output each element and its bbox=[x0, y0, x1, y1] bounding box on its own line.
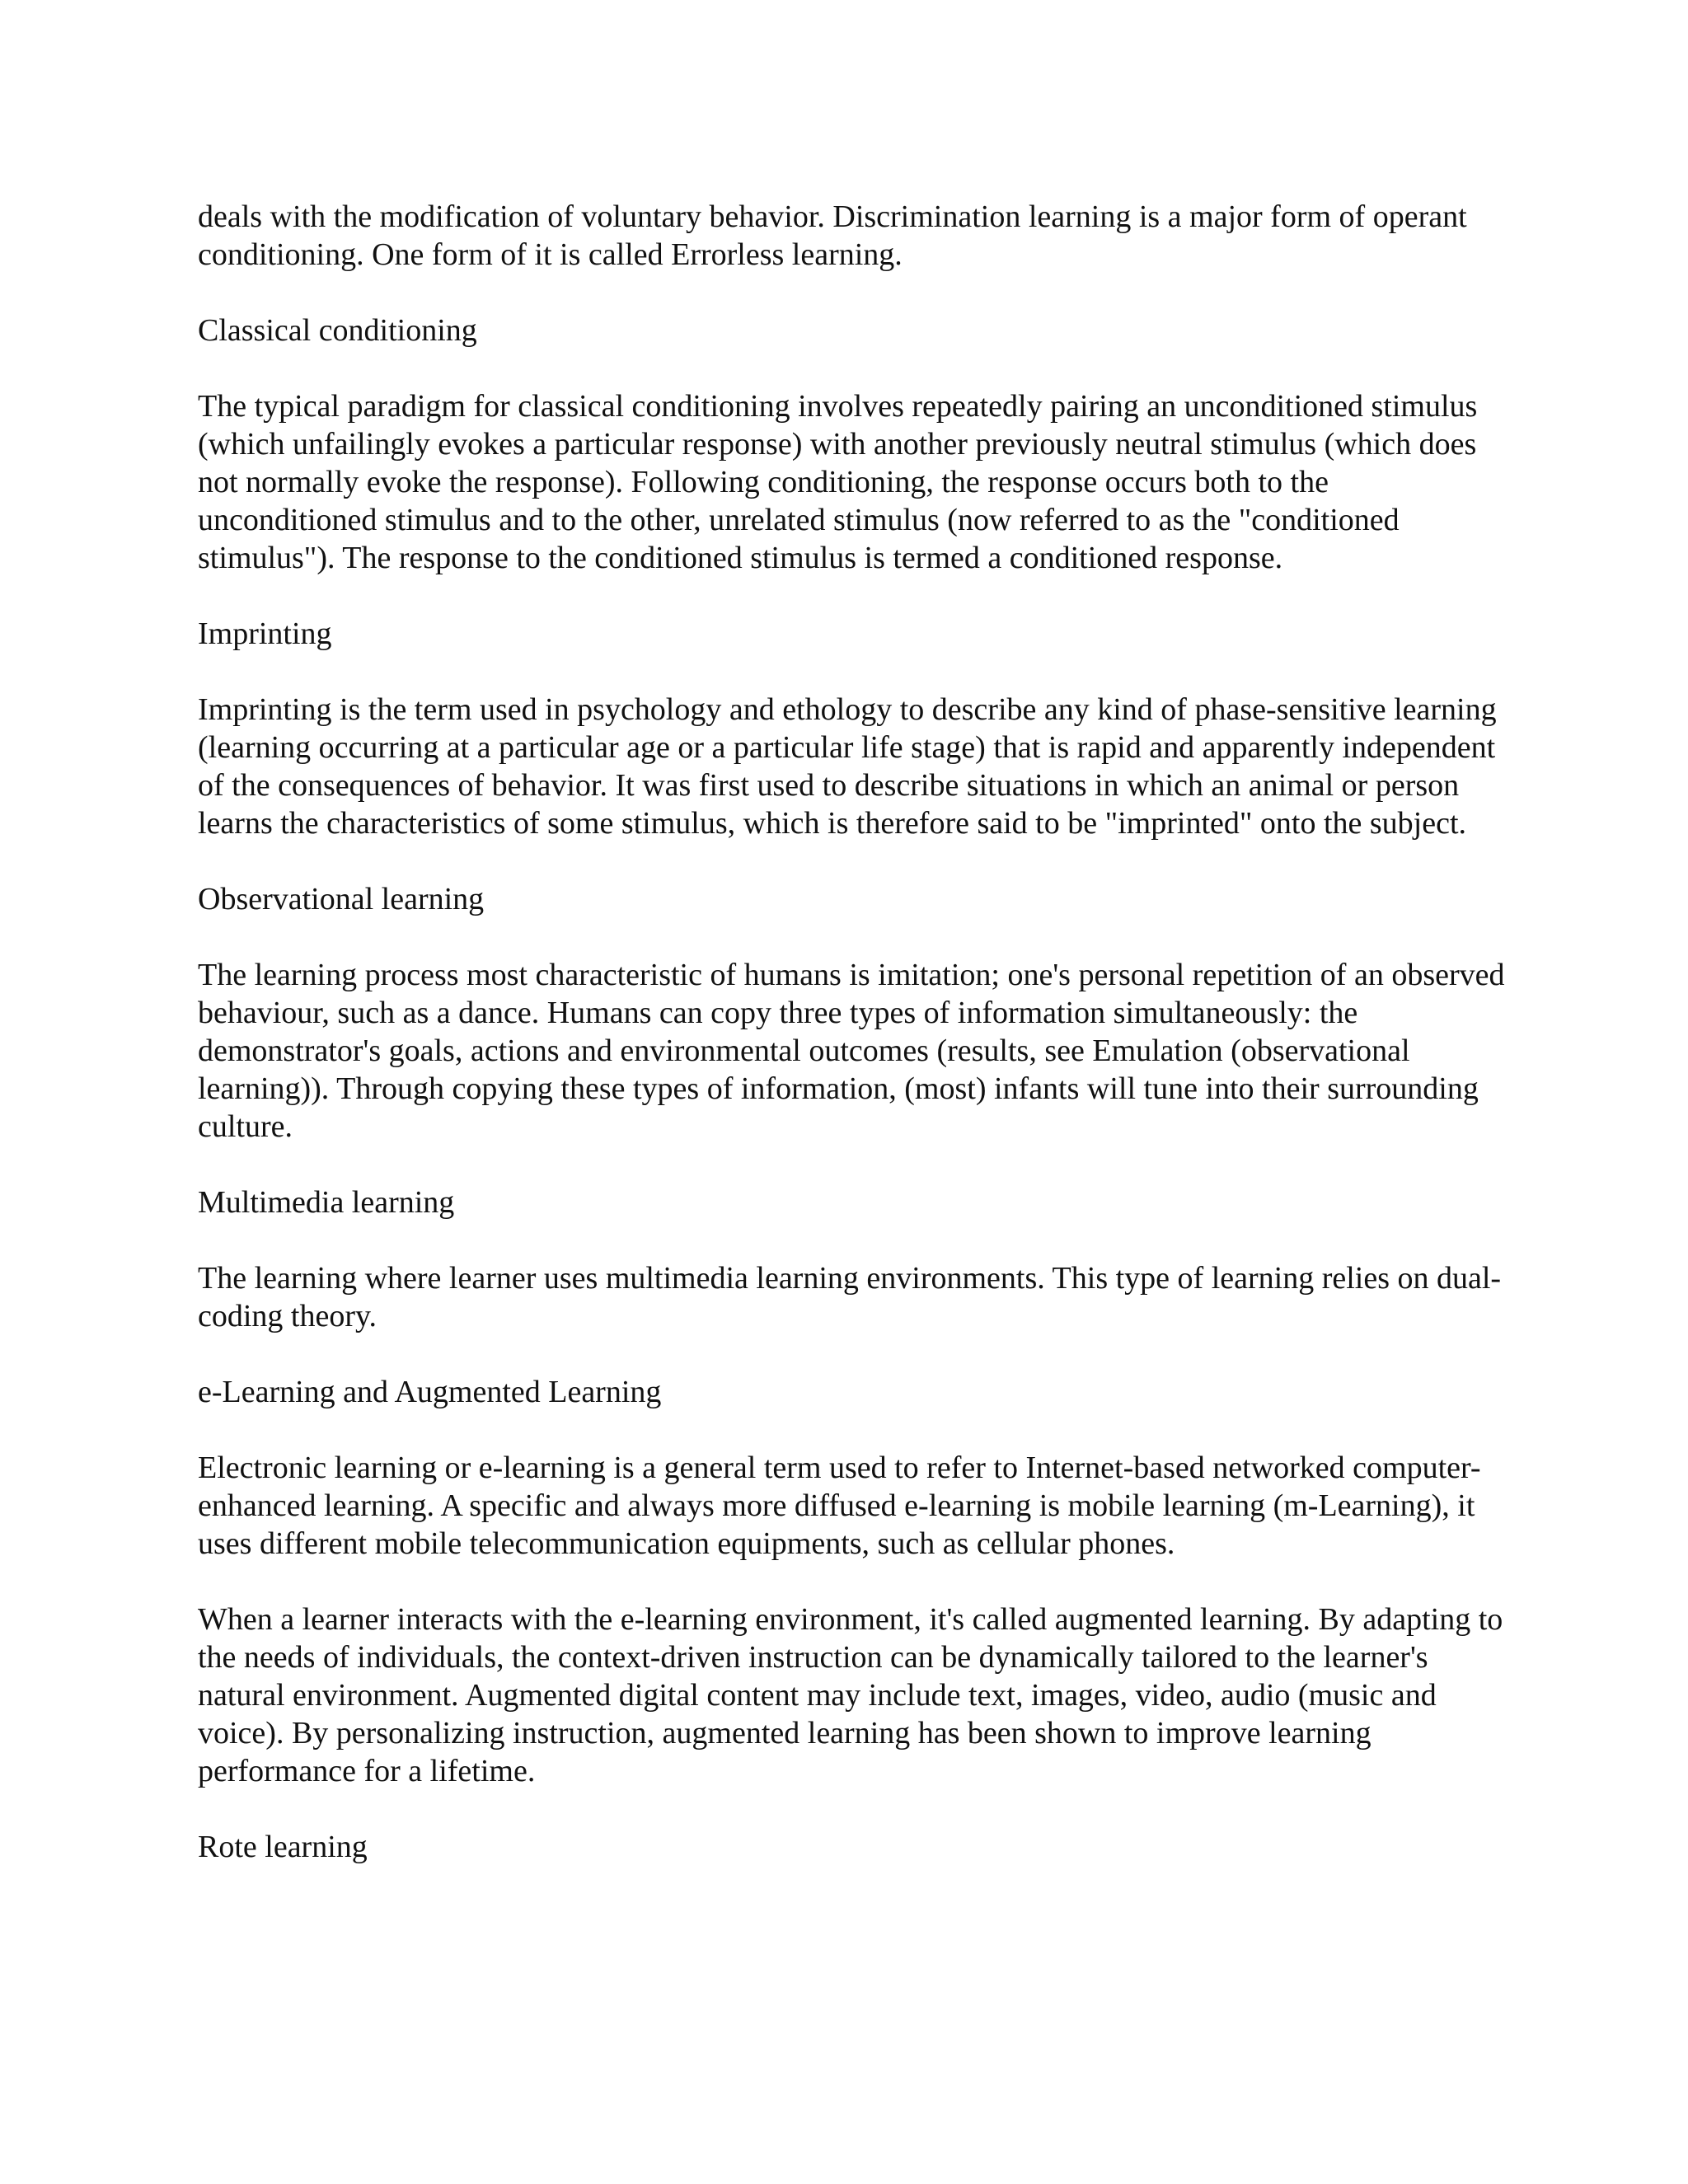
heading-multimedia-learning: Multimedia learning bbox=[198, 1185, 455, 1220]
paragraph-operant-conditioning: deals with the modification of voluntary behavior. Discrimination learning is a major form of operant conditioning. One form of it is called Errorless learning. bbox=[198, 199, 1467, 272]
heading-observational-learning: Observational learning bbox=[198, 882, 485, 916]
paragraph-classical-conditioning: The typical paradigm for classical conditioning involves repeatedly pairing an unconditioned stimulus (which unfailingly evokes a particular response) with another previously neutral stimulus (which does not normally evoke the response). Following conditioning, the response occurs both to the unconditioned stimulus and to the other, unrelated stimulus (now referred to as the "conditioned stimulus"). The response to the conditioned stimulus is termed a conditioned response. bbox=[198, 389, 1478, 575]
heading-imprinting: Imprinting bbox=[198, 616, 332, 651]
heading-classical-conditioning: Classical conditioning bbox=[198, 313, 477, 348]
paragraph-multimedia-learning: The learning where learner uses multimedia learning environments. This type of learning relies on dual-coding theory. bbox=[198, 1261, 1502, 1333]
paragraph-augmented-learning: When a learner interacts with the e-learning environment, it's called augmented learning. By adapting to the needs of individuals, the context-driven instruction can be dynamically tailored to the learner's natural environment. Augmented digital content may include text, images, video, audio (music and voice). By personalizing instruction, augmented learning has been shown to improve learning performance for a lifetime. bbox=[198, 1602, 1503, 1788]
paragraph-e-learning: Electronic learning or e-learning is a general term used to refer to Internet-based networked computer-enhanced learning. A specific and always more diffused e-learning is mobile learning (m-Learning), it uses different mobile telecommunication equipments, such as cellular phones. bbox=[198, 1451, 1481, 1561]
heading-e-learning: e-Learning and Augmented Learning bbox=[198, 1375, 662, 1409]
document-body bbox=[198, 198, 1508, 1904]
paragraph-observational-learning: The learning process most characteristic of humans is imitation; one's personal repetition of an observed behaviour, such as a dance. Humans can copy three types of information simultaneously: the demonstrator's goals, actions and environmental outcomes (results, see Emulation (observational learning)). Through copying these types of information, (most) infants will tune into their surrounding culture. bbox=[198, 958, 1505, 1144]
paragraph-imprinting: Imprinting is the term used in psychology and ethology to describe any kind of phase-sensitive learning (learning occurring at a particular age or a particular life stage) that is rapid and apparently independent of the consequences of behavior. It was first used to describe situations in which an animal or person learns the characteristics of some stimulus, which is therefore said to be "imprinted" onto the subject. bbox=[198, 692, 1497, 841]
heading-rote-learning: Rote learning bbox=[198, 1830, 368, 1864]
